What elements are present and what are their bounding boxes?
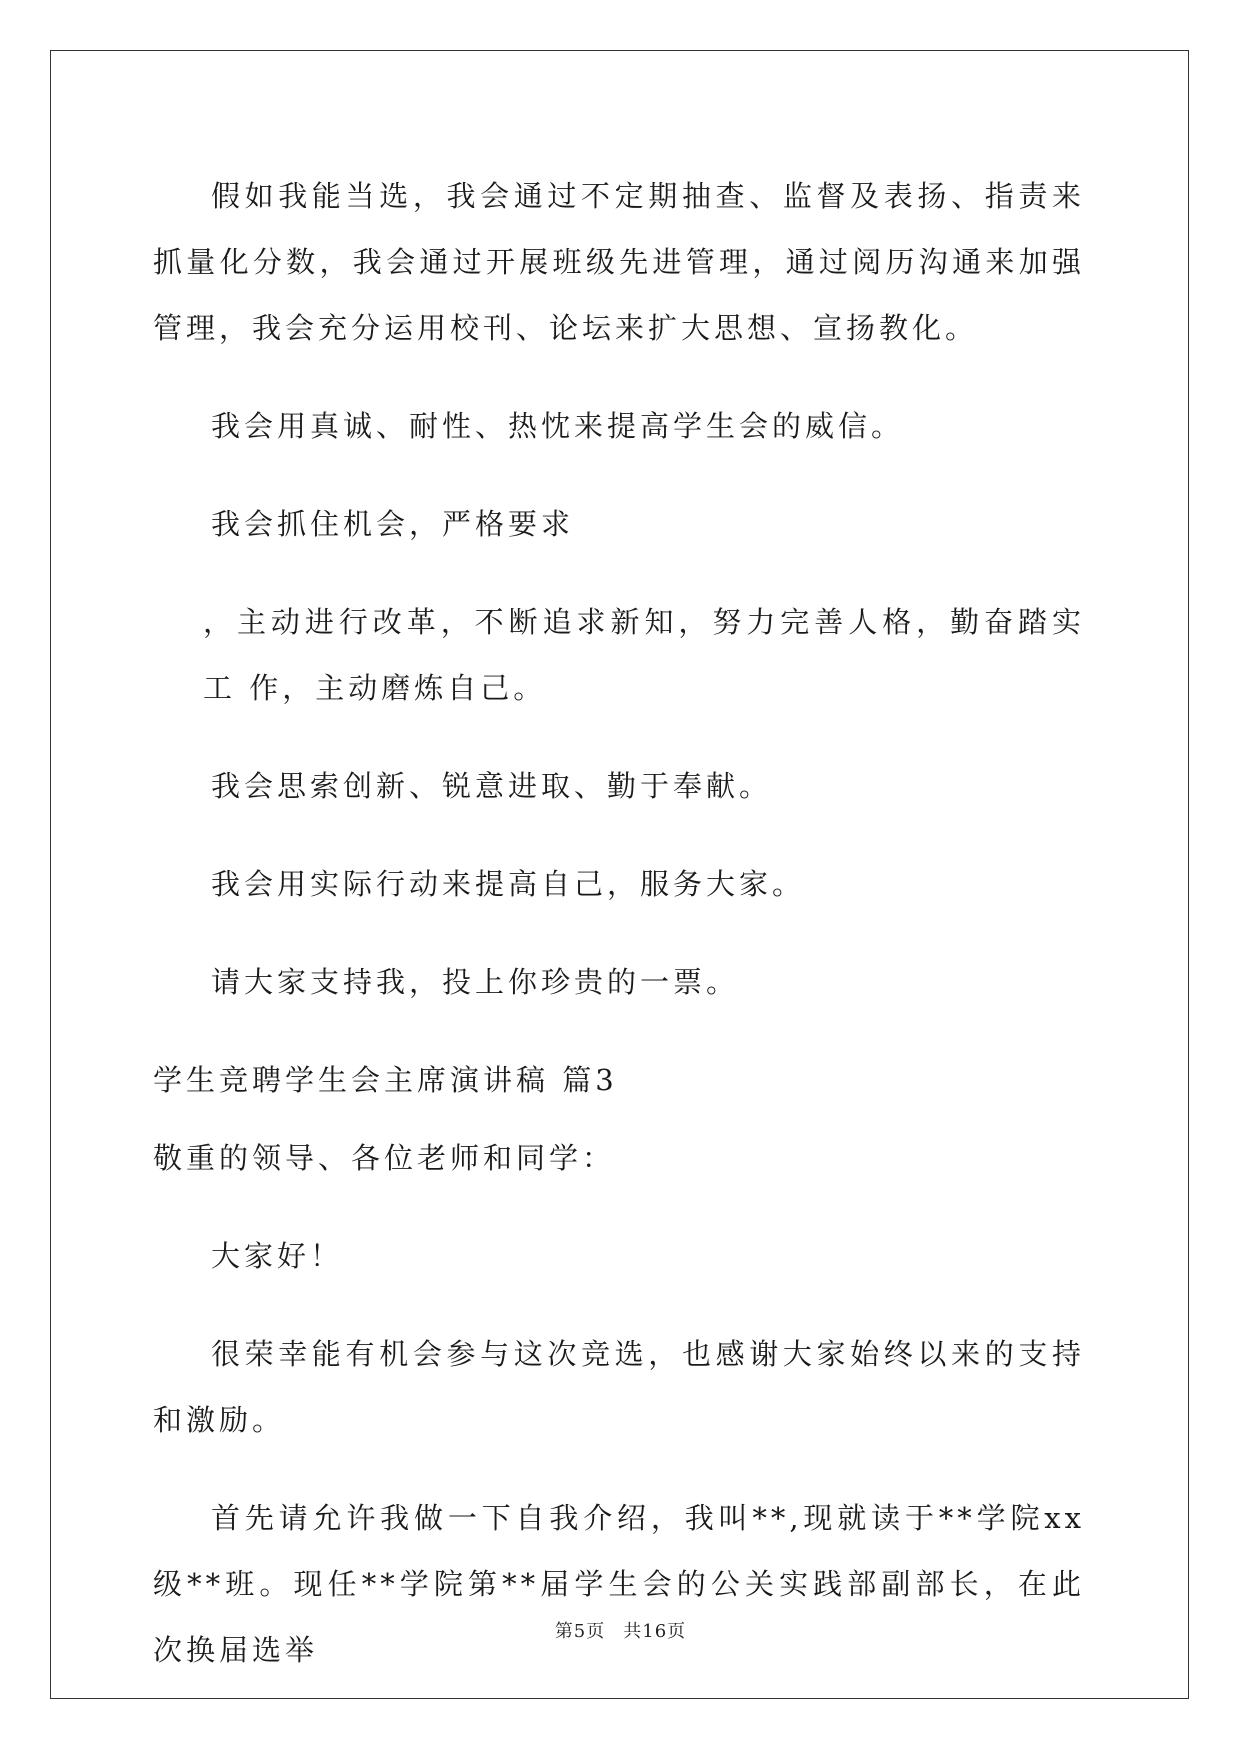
paragraph: 请大家支持我，投上你珍贵的一票。 [211, 965, 740, 999]
paragraph: 很荣幸能有机会参与这次竞选，也感谢大家始终以来的支持和激励。 [153, 1337, 1085, 1437]
paragraph: 假如我能当选，我会通过不定期抽查、监督及表扬、指责来抓量化分数，我会通过开展班级先进管理，通过阅历沟通来加强管理，我会充分运用校刊、论坛来扩大思想、宣扬教化。 [153, 179, 1085, 345]
paragraph-continuation: ，主动进行改革，不断追求新知，努力完善人格，勤奋踏实工 作，主动磨炼自己。 [203, 605, 1085, 705]
salutation: 敬重的领导、各位老师和同学： [153, 1141, 616, 1175]
greeting: 大家好！ [211, 1239, 344, 1273]
section-heading: 学生竞聘学生会主席演讲稿 篇3 [153, 1063, 618, 1097]
paragraph: 我会用实际行动来提高自己，服务大家。 [211, 867, 806, 901]
paragraph: 我会思索创新、锐意进取、勤于奉献。 [211, 769, 773, 803]
page-footer [0, 1617, 1241, 1643]
page-number: 第5页 [554, 1621, 606, 1642]
paragraph: 首先请允许我做一下自我介绍，我叫**,现就读于**学院xx级**班。现任**学院第**届学生会的公关实践部副部长，在此次换届选举 [153, 1501, 1085, 1667]
document-body [153, 163, 1085, 1715]
paragraph: 我会抓住机会，严格要求 [211, 507, 575, 541]
paragraph: 我会用真诚、耐性、热忱来提高学生会的威信。 [211, 409, 905, 443]
page-total: 共16页 [623, 1621, 687, 1642]
